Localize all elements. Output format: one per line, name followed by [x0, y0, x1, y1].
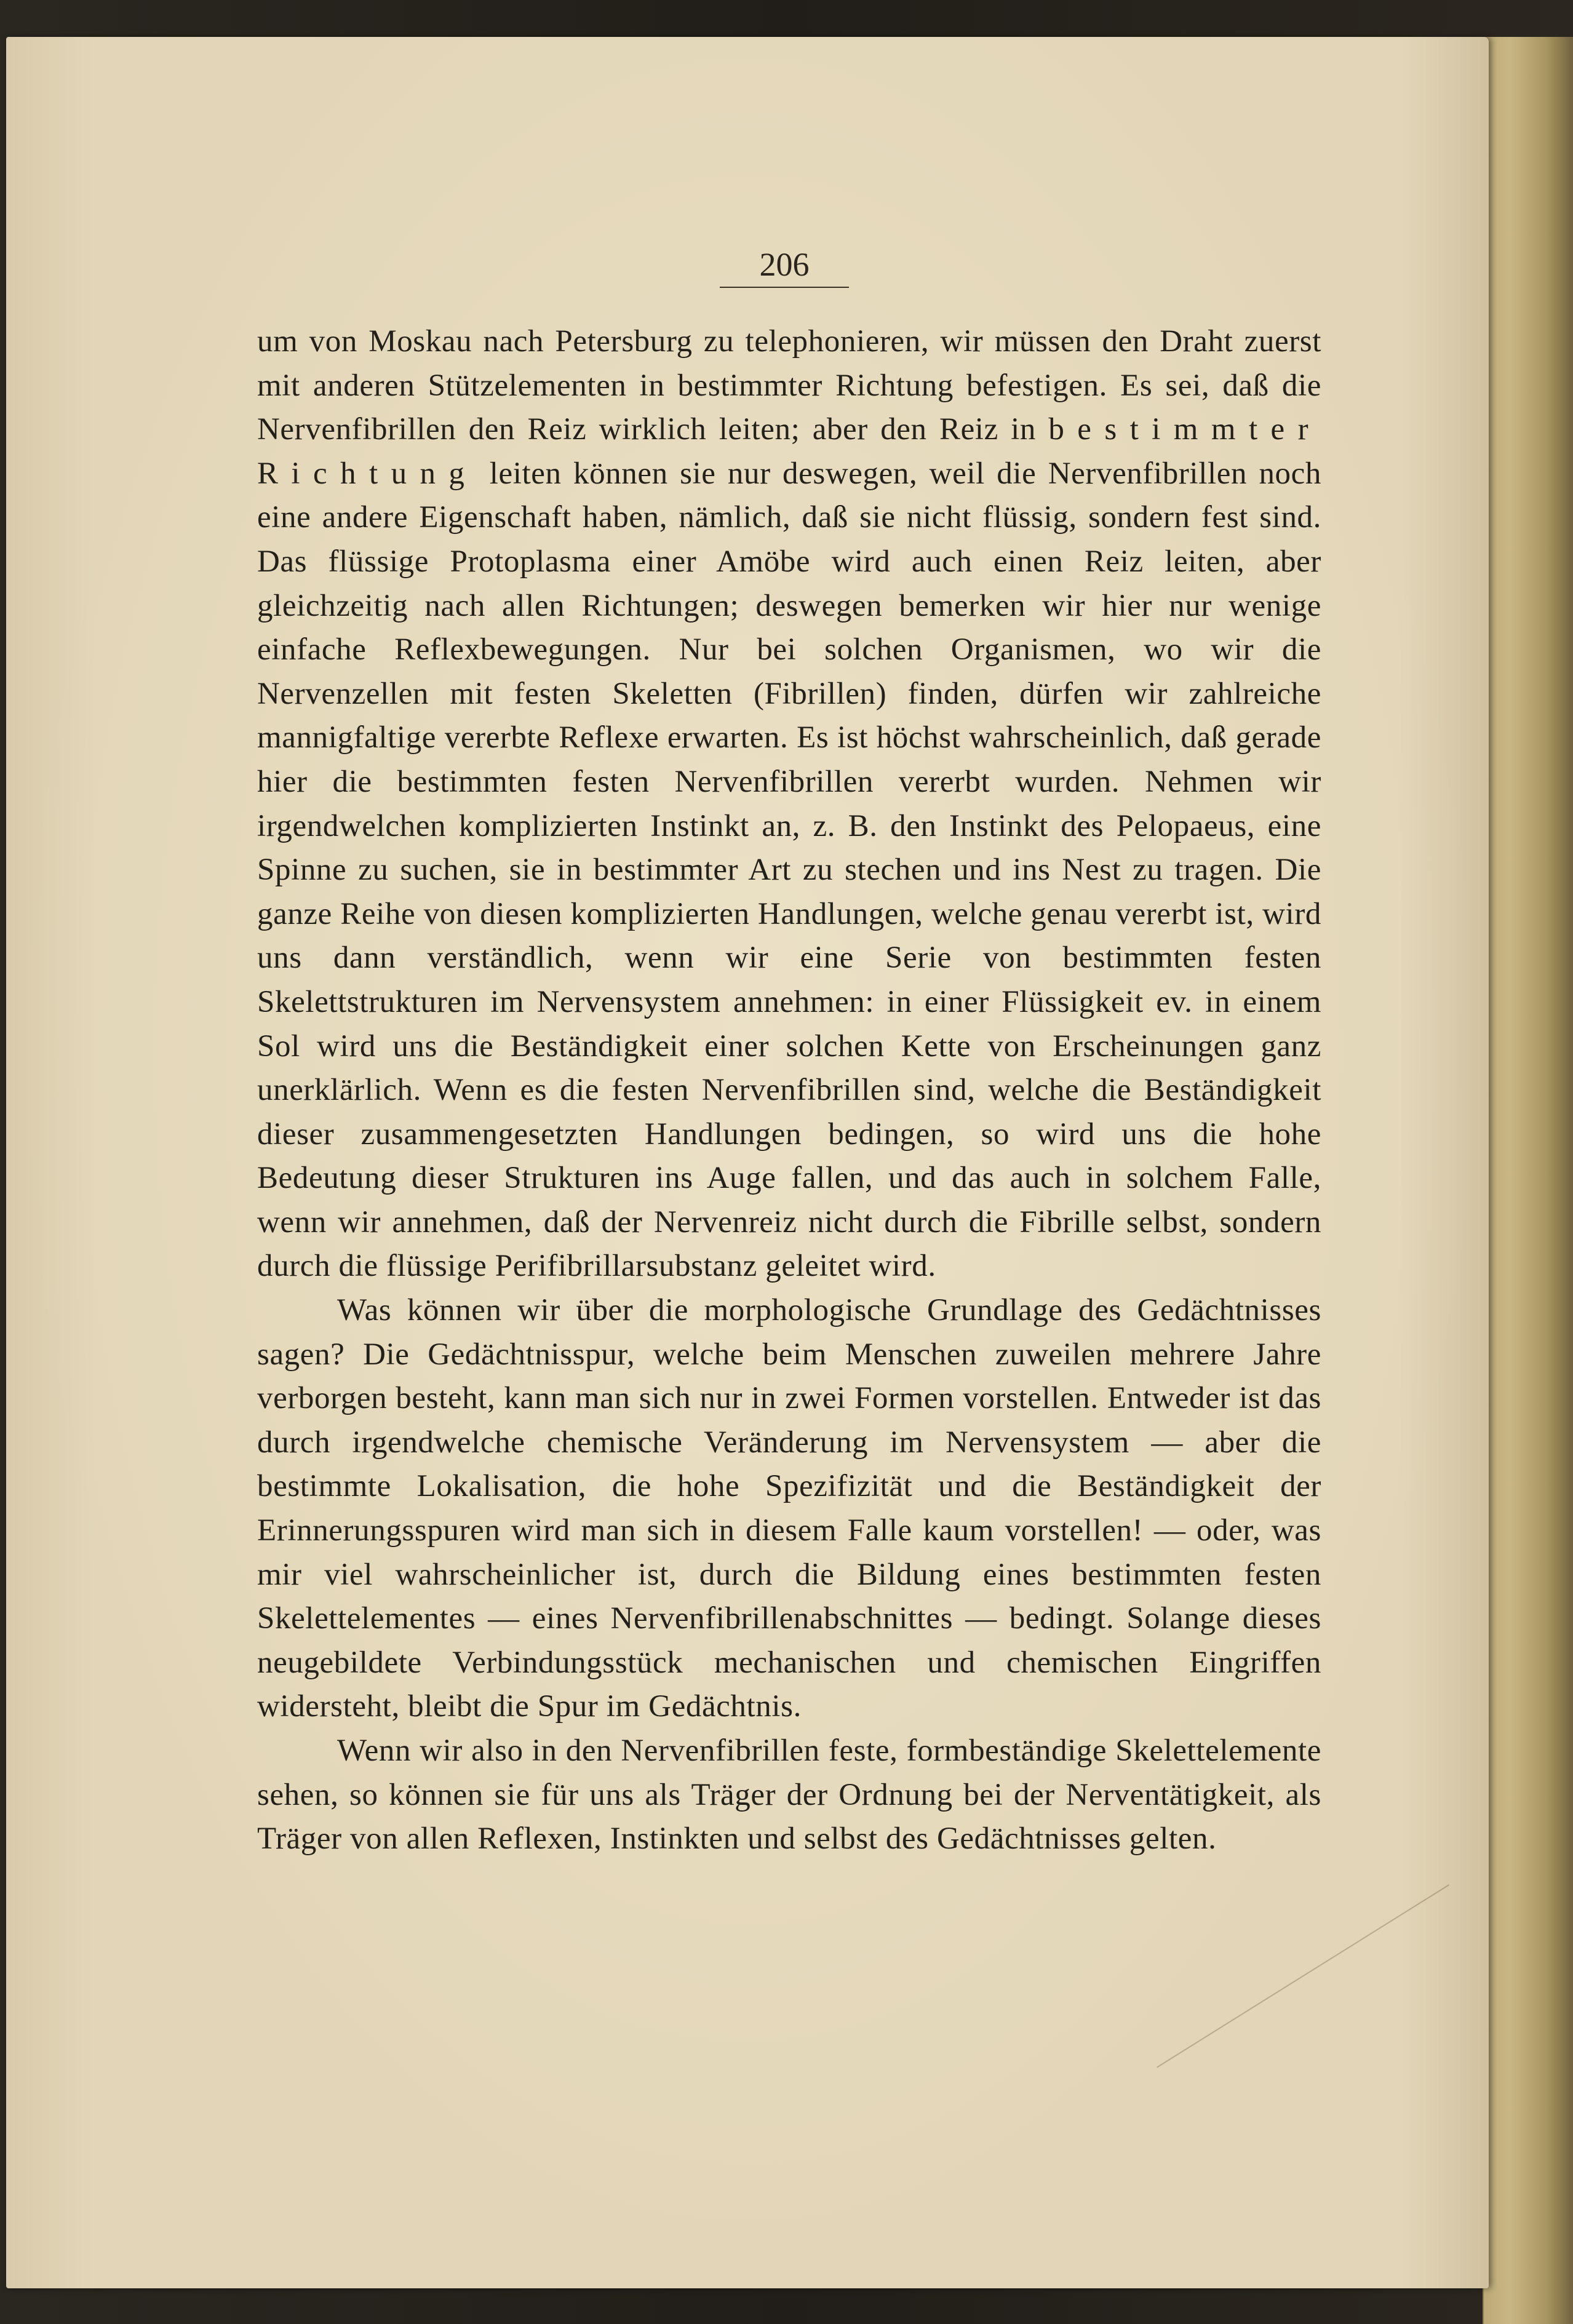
text-run: Wenn wir also in den Nervenfibrillen feste, formbeständige Skelettelemente sehen, so können sie für uns als Träger der Ordnung bei der Nerventätigkeit, als Träger von allen Reflexen, Instinkten und selbst des Gedächtnisses gelten. — [257, 1733, 1321, 1856]
next-page-edge — [1483, 37, 1573, 2324]
paragraph — [257, 1289, 1321, 1729]
paragraph — [257, 320, 1321, 1289]
text-run: leiten können sie nur deswegen, weil die Nervenfibrillen noch eine andere Eigenschaft haben, nämlich, daß sie nicht flüssig, sondern fest sind. Das flüssige Protoplasma einer Amöbe wird auch einen Reiz leiten, aber gleichzeitig nach allen Richtungen; deswegen bemerken wir hier nur wenige einfache Reflexbewegungen. Nur bei solchen Organismen, wo wir die Nervenzellen mit festen Skeletten (Fibrillen) finden, dürfen wir zahlreiche mannigfaltige vererbte Reflexe erwarten. Es ist höchst wahrscheinlich, daß gerade hier die bestimmten festen Nervenfibrillen vererbt wurden. Nehmen wir irgendwelchen komplizierten Instinkt an, z. B. den Instinkt des Pelopaeus, eine Spinne zu suchen, sie in bestimmter Art zu stechen und ins Nest zu tragen. Die ganze Reihe von diesen komplizierten Handlungen, welche genau vererbt ist, wird uns dann verständlich, wenn wir eine Serie von bestimmten festen Skelettstrukturen im Nervensystem annehmen: in einer Flüssigkeit ev. in einem Sol wird uns die Beständigkeit einer solchen Kette von Erscheinungen ganz unerklärlich. Wenn es die festen Nervenfibrillen sind, welche die Beständigkeit dieser zusammengesetzten Handlungen bedingen, so wird uns die hohe Bedeutung dieser Strukturen ins Auge fallen, und das auch in solchem Falle, wenn wir annehmen, daß der Nervenreiz nicht durch die Fibrille selbst, sondern durch die flüssige Perifibrillarsubstanz geleitet wird. — [257, 456, 1321, 1284]
paragraph — [257, 1729, 1321, 1861]
text-run: Was können wir über die morphologische Grundlage des Gedächtnisses sagen? Die Gedächtnisspur, welche beim Menschen zuweilen mehrere Jahre verborgen besteht, kann man sich nur in zwei Formen vorstellen. Entweder ist das durch irgendwelche chemische Veränderung im Nervensystem — aber die bestimmte Lokalisation, die hohe Spezifizität und die Beständigkeit der Erinnerungsspuren wird man sich in diesem Falle kaum vorstellen! — oder, was mir viel wahrscheinlicher ist, durch die Bildung eines bestimmten festen Skelettelementes — eines Nervenfibrillenabschnittes — bedingt. Solange dieses neugebildete Verbindungsstück mechanischen und chemischen Eingriffen widersteht, bleibt die Spur im Gedächtnis. — [257, 1293, 1321, 1724]
body-text — [257, 320, 1321, 1861]
page-number: 206 — [720, 246, 849, 288]
emphasized-text: bestimmter Richtung — [257, 412, 1321, 491]
text-run: um von Moskau nach Petersburg zu telephonieren, wir müssen den Draht zuerst mit anderen Stützelementen in bestimmter Richtung befestigen. Es sei, daß die Nervenfibrillen den Reiz wirklich leiten; aber den Reiz in — [257, 324, 1321, 447]
page-fold-crease — [1157, 1884, 1449, 2067]
